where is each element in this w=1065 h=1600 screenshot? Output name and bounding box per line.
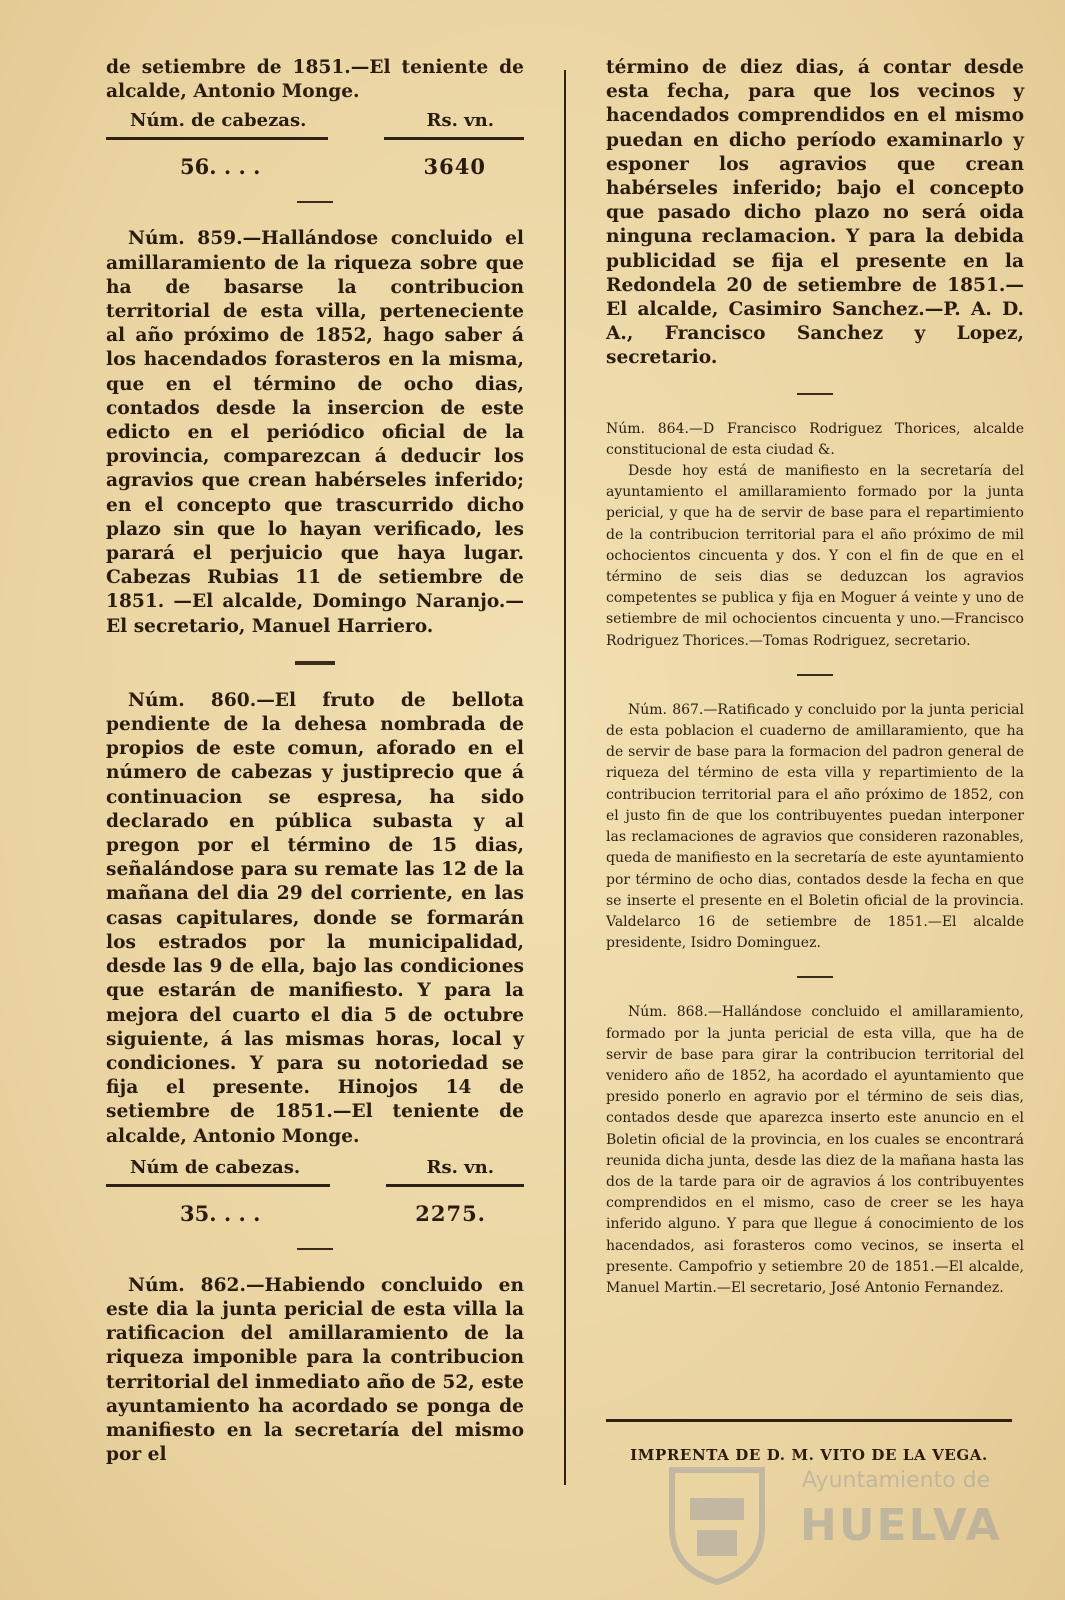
notice-867-text: Núm. 867.—Ratificado y concluido por la junta pericial de esta poblacion el cuaderno de amillaramiento, que ha de servir de base para la formacion del padron general de riqueza del término de esta villa y repartimiento de la contribucion territorial para el año próximo de 1852, con el justo fin de que los contribuyentes puedan interponer las reclamaciones de agravios que consideren razonables, queda de manifiesto en la secretaría de este ayuntamiento por término de ocho dias, contados desde la fecha en que se inserte el presente en el Boletin oficial de la provincia. Valdelarco 16 de setiembre de 1851.—El alcalde presidente, Isidro Dominguez. bbox=[606, 701, 1024, 952]
section-separator bbox=[797, 976, 833, 978]
notice-859-text: Núm. 859.—Hallándose concluido el amillaramiento de la riqueza sobre que ha de basarse la contribucion territorial de esta villa, perteneciente al año próximo de 1852, hago saber á los hacendados forasteros en la misma, que en el término de ocho dias, contados desde la insercion de este edicto en el periódico oficial de la provincia, comparezcan á deducir los agravios que crean habérseles inferido; en el concepto que trascurrido dicho plazo sin que lo hayan verificado, les parará el perjuicio que haya lugar. Cabezas Rubias 11 de setiembre de 1851. —El alcalde, Domingo Naranjo.—El secretario, Manuel Harriero. bbox=[106, 228, 524, 637]
price-table-2 bbox=[106, 1157, 524, 1226]
city-shield-icon bbox=[652, 1458, 782, 1588]
section-separator bbox=[297, 201, 333, 203]
notice-860-text: Núm. 860.—El fruto de bellota pendiente de la dehesa nombrada de propios de este comun, aforado en el número de cabezas y justiprecio que á continuacion se espresa, ha sido declarado en pública subasta y al pregon por el término de 15 dias, señalándose para su remate las 12 de la mañana del dia 29 del corriente, en las casas capitulares, donde se formarán los estrados por la municipalidad, desde las 9 de ella, bajo las condiciones que estarán de manifiesto. Y para la mejora del cuarto el dia 5 de octubre siguiente, á las mismas horas, local y condiciones. Y para su notoriedad se fija el presente. Hinojos 14 de setiembre de 1851.—El teniente de alcalde, Antonio Monge. bbox=[106, 689, 524, 1147]
printer-imprint: IMPRENTA DE D. M. VITO DE LA VEGA. bbox=[630, 1446, 988, 1464]
notice-860 bbox=[106, 689, 524, 1149]
notice-862-continued: término de diez dias, á contar desde esta fecha, para que los vecinos y hacendados comprendidos en el mismo puedan en dicho período examinarlo y esponer los agravios que crean habérseles inferido; bajo el concepto que pasado dicho plazo no será oida ninguna reclamacion. Y para la debida publicidad se fija el presente en la Redondela 20 de setiembre de 1851.—El alcalde, Casimiro Sanchez.—P. A. D. A., Francisco Sanchez y Lopez, secretario. bbox=[606, 57, 1024, 369]
section-separator bbox=[295, 661, 335, 665]
heads-value: 35. . . . bbox=[180, 1200, 261, 1226]
table-header bbox=[106, 1157, 524, 1178]
notice-862-text: Núm. 862.—Habiendo concluido en este dia la junta pericial de esta villa la ratificacion del amillaramiento de la riqueza imponible para la contribucion territorial del inmediato año de 52, este ayuntamiento ha acordado se ponga de manifiesto en la secretaría del mismo por el bbox=[106, 1274, 524, 1466]
table-row bbox=[106, 154, 524, 179]
col-price-label: Rs. vn. bbox=[426, 1156, 494, 1178]
column-divider bbox=[564, 70, 566, 1485]
notice-864-text: Desde hoy está de manifiesto en la secretaría del ayuntamiento el amillaramiento formado por la junta pericial, y que ha de servir de base para el repartimiento de la contribucion territorial para el año próximo de mil ochocientos cincuenta y dos. Y con el fin de que en el término de seis dias se deduzcan los agravios competentes se publica y fija en Moguer á veinte y uno de setiembre de mil ochocientos cincuenta y uno.—Francisco Rodriguez Thorices.—Tomas Rodriguez, secretario. bbox=[606, 463, 1024, 649]
rule bbox=[384, 137, 524, 140]
notice-864-heading: Núm. 864.—D Francisco Rodriguez Thorices, alcalde constitucional de esta ciudad &. bbox=[606, 420, 1024, 458]
table-row bbox=[106, 1201, 524, 1226]
price-table-1 bbox=[106, 110, 524, 179]
price-value: 2275. bbox=[415, 1200, 486, 1226]
notice-862 bbox=[106, 1274, 524, 1468]
table-rules bbox=[106, 137, 524, 140]
notice-864 bbox=[606, 461, 1024, 652]
left-column bbox=[106, 56, 524, 1467]
col-price-label: Rs. vn. bbox=[426, 110, 494, 132]
price-value: 3640 bbox=[423, 154, 486, 180]
notice-867 bbox=[606, 700, 1024, 954]
watermark-line-1: Ayuntamiento de bbox=[802, 1468, 991, 1493]
rule bbox=[106, 1184, 330, 1187]
archive-watermark bbox=[652, 1458, 1012, 1588]
table-rules bbox=[106, 1184, 524, 1187]
rule bbox=[386, 1184, 524, 1187]
footer-rule bbox=[606, 1419, 1012, 1422]
watermark-line-2: HUELVA bbox=[800, 1500, 1002, 1551]
section-separator bbox=[797, 674, 833, 676]
heads-value: 56. . . . bbox=[180, 154, 261, 180]
section-separator bbox=[797, 393, 833, 395]
right-column bbox=[606, 56, 1024, 1299]
notice-868-text: Núm. 868.—Hallándose concluido el amillaramiento, formado por la junta pericial de esta villa, que ha de servir de base para girar la contribucion territorial del venidero año de 1852, ha acordado el ayuntamiento que presido ponerlo en agravio por el término de seis dias, contados desde que aparezca inserto este anuncio en el Boletin oficial de la provincia, en los cuales se encontrará reunida dicha junta, desde las diez de la mañana hasta las dos de la tarde para oir de agravios á los contribuyentes comprendidos en el mismo, caso de creer se les haya inferido alguno. Y para que llegue á conocimiento de los hacendados, asi forasteros como vecinos, se inserta el presente. Campofrio y setiembre 20 de 1851.—El alcalde, Manuel Martin.—El secretario, José Antonio Fernandez. bbox=[606, 1004, 1024, 1296]
notice-859 bbox=[106, 227, 524, 638]
notice-868 bbox=[606, 1002, 1024, 1299]
rule bbox=[106, 137, 328, 140]
col-heads-label: Núm de cabezas. bbox=[130, 1156, 301, 1178]
col-heads-label: Núm. de cabezas. bbox=[130, 110, 307, 132]
table-header bbox=[106, 110, 524, 131]
section-separator bbox=[297, 1248, 333, 1250]
paragraph-continuation: de setiembre de 1851.—El teniente de alcalde, Antonio Monge. bbox=[106, 57, 524, 103]
